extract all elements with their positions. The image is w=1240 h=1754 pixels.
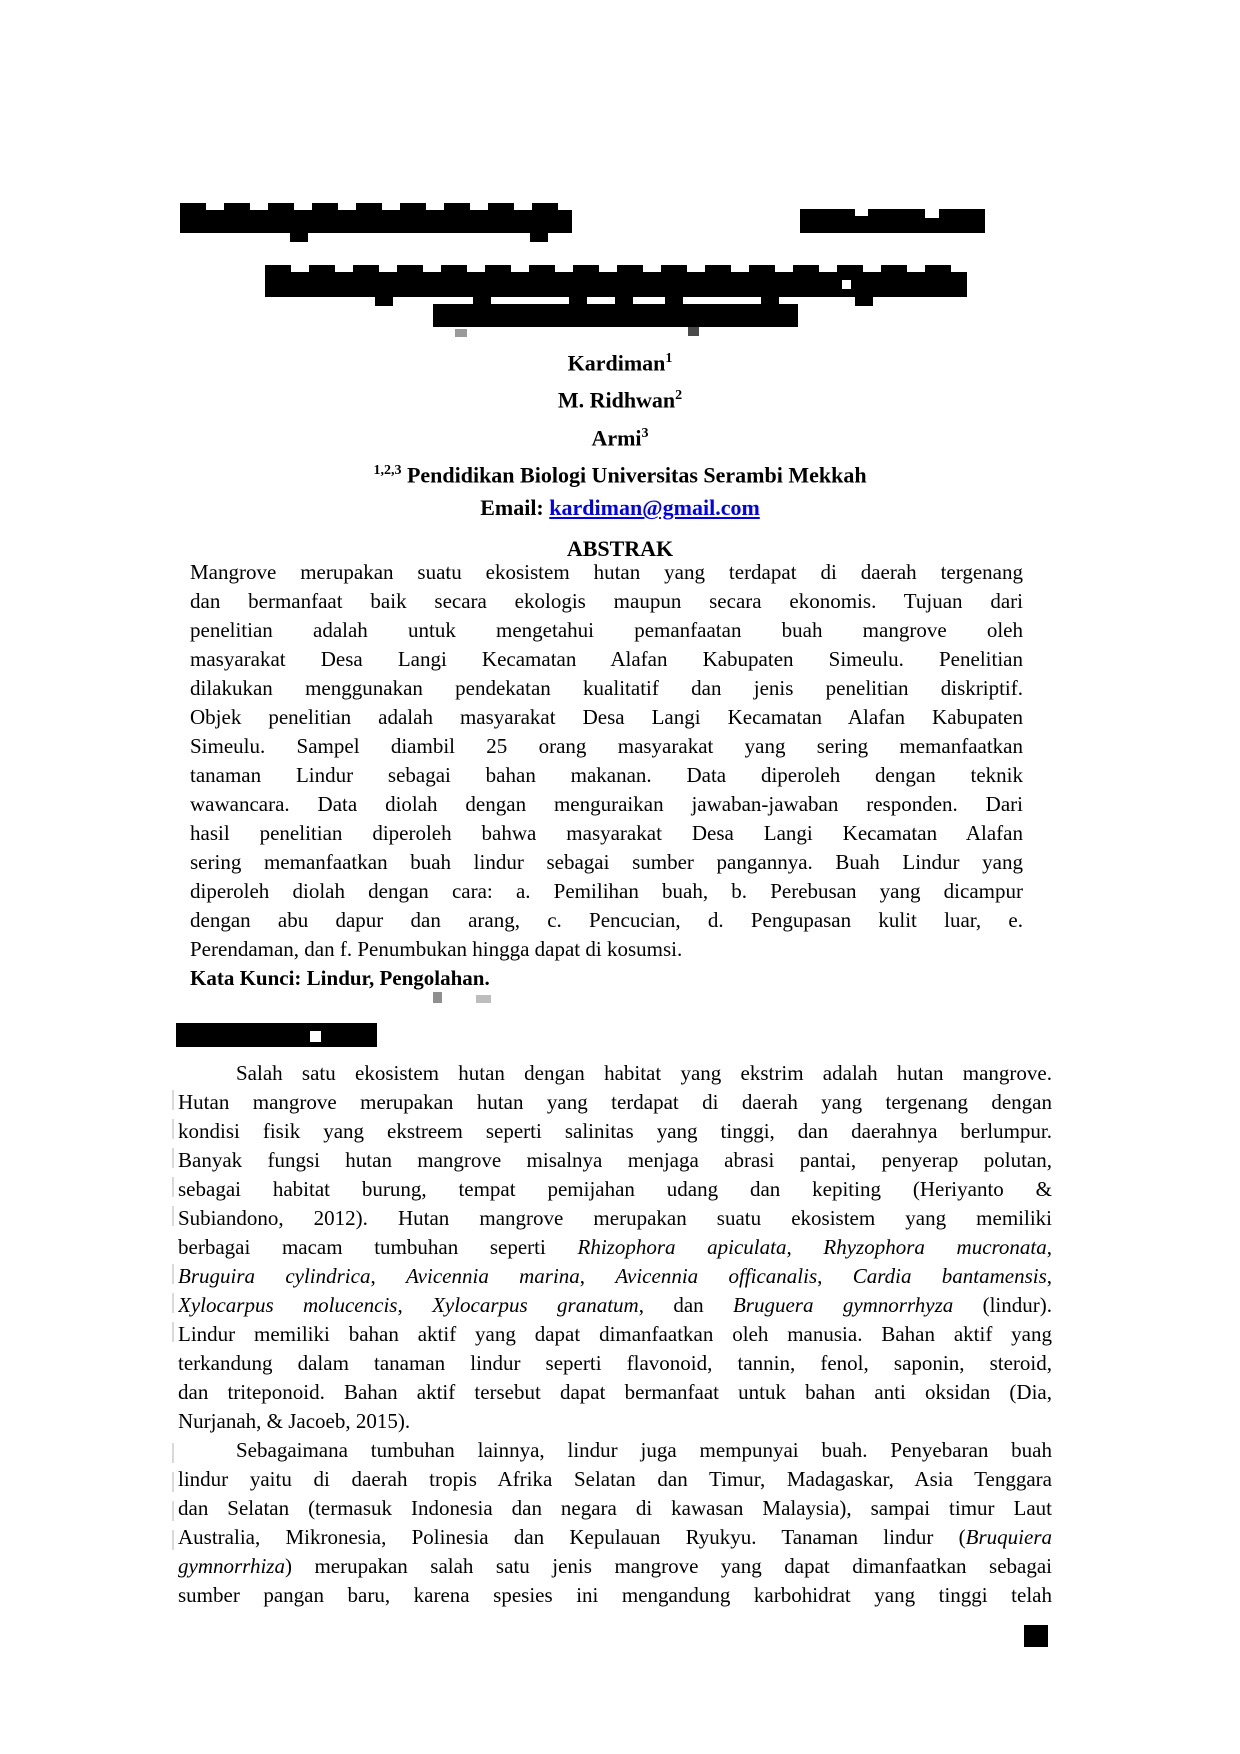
- text-line: tanaman Lindur sebagai bahan makanan. Data diperoleh dengan teknik: [190, 763, 1023, 787]
- text-line: Kata Kunci: Lindur, Pengolahan.: [190, 966, 490, 990]
- redacted-journal-header-left: [180, 210, 572, 233]
- text-line: Simeulu. Sampel diambil 25 orang masyarakat yang sering memanfaatkan: [190, 734, 1023, 758]
- text-line: wawancara. Data diolah dengan menguraikan jawaban-jawaban responden. Dari: [190, 792, 1023, 816]
- text-line: masyarakat Desa Langi Kecamatan Alafan Kabupaten Simeulu. Penelitian: [190, 647, 1023, 671]
- text-line: dan Selatan (termasuk Indonesia dan negara di kawasan Malaysia), sampai timur Laut: [178, 1496, 1052, 1520]
- email-label: Email:: [480, 495, 550, 521]
- scan-artifact: [172, 1206, 174, 1226]
- redacted-journal-header-right: [800, 209, 985, 233]
- text-line: sering memanfaatkan buah lindur sebagai sumber pangannya. Buah Lindur yang: [190, 850, 1023, 874]
- redacted-title-line-1: [265, 272, 967, 297]
- text-line: berbagai macam tumbuhan seperti Rhizophora apiculata, Rhyzophora mucronata,: [178, 1235, 1052, 1259]
- text-line: Banyak fungsi hutan mangrove misalnya menjaga abrasi pantai, penyerap polutan,: [178, 1148, 1052, 1172]
- text-line: hasil penelitian diperoleh bahwa masyarakat Desa Langi Kecamatan Alafan: [190, 821, 1023, 845]
- text-line: kondisi fisik yang ekstreem seperti salinitas yang tinggi, dan daerahnya berlumpur.: [178, 1119, 1052, 1143]
- text-line: Salah satu ekosistem hutan dengan habitat yang ekstrim adalah hutan mangrove.: [236, 1061, 1052, 1085]
- text-line: lindur yaitu di daerah tropis Afrika Selatan dan Timur, Madagaskar, Asia Tenggara: [178, 1467, 1052, 1491]
- scan-artifact: [172, 1322, 174, 1342]
- text-line: Objek penelitian adalah masyarakat Desa Langi Kecamatan Alafan Kabupaten: [190, 705, 1023, 729]
- redaction-ragged-edge: [180, 232, 572, 242]
- affiliation-sup: 1,2,3: [373, 462, 402, 478]
- scan-artifact: [172, 1148, 174, 1168]
- page-corner-mark: [1024, 1625, 1048, 1647]
- text-line: Perendaman, dan f. Penumbukan hingga dapat di kosumsi.: [190, 937, 683, 961]
- scan-artifact: [172, 1501, 174, 1521]
- text-line: Australia, Mikronesia, Polinesia dan Kepulauan Ryukyu. Tanaman lindur (Bruquiera: [178, 1525, 1052, 1549]
- text-line: terkandung dalam tanaman lindur seperti flavonoid, tannin, fenol, saponin, steroid,: [178, 1351, 1052, 1375]
- body-text: [178, 1059, 1052, 1610]
- author-block: [0, 342, 1240, 524]
- text-line: Xylocarpus molucencis, Xylocarpus granatum, dan Bruguera gymnorrhyza (lindur).: [178, 1293, 1052, 1317]
- text-line: penelitian adalah untuk mengetahui pemanfaatan buah mangrove oleh: [190, 618, 1023, 642]
- email-link[interactable]: kardiman@gmail.com: [549, 495, 760, 521]
- text-line: Lindur memiliki bahan aktif yang dapat dimanfaatkan oleh manusia. Bahan aktif yang: [178, 1322, 1052, 1346]
- text-line: sebagai habitat burung, tempat pemijahan udang dan kepiting (Heriyanto &: [178, 1177, 1052, 1201]
- author-2-sup: 2: [675, 388, 683, 404]
- text-line: dengan abu dapur dan arang, c. Pencucian, d. Pengupasan kulit luar, e.: [190, 908, 1023, 932]
- text-line: gymnorrhiza) merupakan salah satu jenis mangrove yang dapat dimanfaatkan sebagai: [178, 1554, 1052, 1578]
- redacted-section-heading: [176, 1023, 377, 1047]
- text-line: Bruguira cylindrica, Avicennia marina, Avicennia officanalis, Cardia bantamensis,: [178, 1264, 1052, 1288]
- scan-artifact: [433, 992, 442, 1003]
- scan-artifact: [688, 327, 699, 336]
- text-line: Nurjanah, & Jacoeb, 2015).: [178, 1409, 411, 1433]
- scan-artifact: [172, 1293, 174, 1313]
- author-1: Kardiman$^1$: [567, 350, 673, 376]
- text-line: Subiandono, 2012). Hutan mangrove merupakan suatu ekosistem yang memiliki: [178, 1206, 1052, 1230]
- redacted-title-line-2: [433, 304, 798, 327]
- scan-artifact: [172, 1177, 174, 1197]
- text-line: Sebagaimana tumbuhan lainnya, lindur juga mempunyai buah. Penyebaran buah: [236, 1438, 1052, 1462]
- scan-artifact: [172, 1530, 174, 1550]
- author-3-sup: 3: [641, 425, 649, 441]
- text-line: diperoleh diolah dengan cara: a. Pemilihan buah, b. Perebusan yang dicampur: [190, 879, 1023, 903]
- scan-artifact: [172, 1443, 174, 1463]
- author-1-sup: 1: [665, 351, 673, 366]
- scan-artifact: [172, 1119, 174, 1139]
- text-line: Mangrove merupakan suatu ekosistem hutan yang terdapat di daerah tergenang: [190, 560, 1023, 584]
- scan-artifact: [455, 329, 467, 337]
- abstract-paragraph: [190, 558, 1023, 993]
- scan-artifact: [476, 995, 491, 1003]
- scan-artifact: [172, 1264, 174, 1284]
- abstract-heading: ABSTRAK: [566, 536, 674, 561]
- author-3: Armi$^3$: [591, 424, 649, 450]
- scan-artifact: [172, 1090, 174, 1110]
- text-line: dan triteponoid. Bahan aktif tersebut dapat bermanfaat untuk bahan anti oksidan (Dia,: [178, 1380, 1052, 1404]
- text-line: dilakukan menggunakan pendekatan kualitatif dan jenis penelitian diskriptif.: [190, 676, 1023, 700]
- text-line: Hutan mangrove merupakan hutan yang terdapat di daerah yang tergenang dengan: [178, 1090, 1052, 1114]
- email-line: [0, 491, 1240, 524]
- affiliation: $^{1,2,3}$ Pendidikan Biologi Universitas Serambi Mekkah: [373, 462, 867, 488]
- author-2: M. Ridhwan$^2$: [557, 387, 683, 413]
- text-line: sumber pangan baru, karena spesies ini mengandung karbohidrat yang tinggi telah: [178, 1583, 1052, 1607]
- text-line: dan bermanfaat baik secara ekologis maupun secara ekonomis. Tujuan dari: [190, 589, 1023, 613]
- scan-artifact: [172, 1472, 174, 1492]
